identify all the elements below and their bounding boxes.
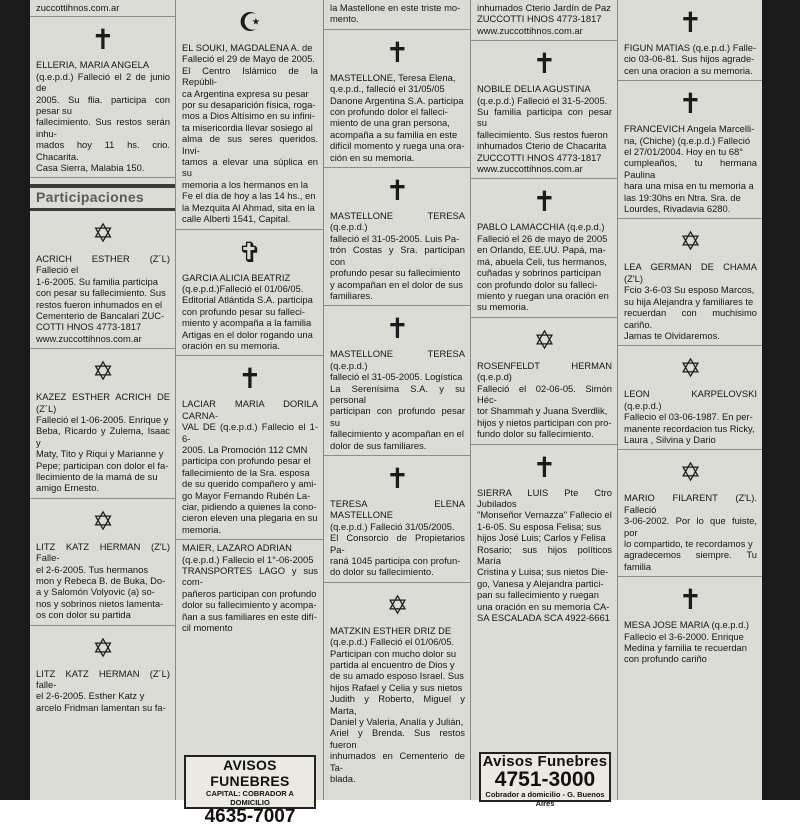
notice: [324, 0, 470, 30]
notice: [324, 168, 470, 306]
cross-icon: ✝: [678, 583, 703, 617]
notice-text: MASTELLONE TERESA (q.e.p.d.) falleció el 31-05-2005. Luis Pa- trón Costas y Sra. participan con profundo pesar su fallecimiento y acompañan en el dolor de sus familiares.: [330, 210, 465, 301]
notice: [30, 17, 175, 178]
notice: [471, 41, 617, 179]
notice: [176, 230, 323, 357]
ad-phone: 4635-7007: [204, 806, 296, 827]
star-of-david-icon: ✡: [533, 325, 556, 356]
cross-icon: ✝: [385, 312, 410, 346]
notice: [324, 583, 470, 789]
notice-text: FIGUN MATIAS (q.e.p.d.) Falle- cio 03-06-81. Sus hijos agrade- cen una oracion a su memoria.: [624, 42, 757, 76]
notice-text: zuccottihnos.com.ar: [36, 2, 120, 13]
notice-text: MESA JOSE MARIA (q.e.p.d.) Fallecio el 3-6-2000. Enrique Medina y familia te recuerdan con profundo cariño: [624, 619, 750, 665]
star-of-david-icon: ✡: [92, 357, 114, 388]
notice-text: LACIAR MARIA DORILA CARNA- VAL DE (q.e.p.d.) Fallecio el 1-6- 2005. La Promoción 112 CMN participa con profundo pesar el fallecimiento de la Sra. esposa de su querido compañero y ami- go Mayor Fernando Rubén La- ciar, pidiendo a quienes la cono- cieron eleven una plegaria en su memoria.: [182, 398, 318, 535]
crescent-star-icon: ☪: [238, 8, 262, 38]
column-3: [323, 0, 470, 800]
star-of-david-icon: ✡: [92, 633, 114, 664]
notice: [471, 318, 617, 445]
notice-text: LITZ KATZ HERMAN (Z'L) Falle- el 2-6-2005. Tus hermanos mon y Rebeca B. de Buka, Do- a y Salomón Volyovic (a) so- nos y sobrinos nietos lamenta- os con dolor su partida: [36, 540, 170, 621]
notice: [618, 219, 762, 346]
notice-text: SIERRA LUIS Pte Ctro Jubilados "Monseñor Vernazza" Fallecio el 1-6-05. Su esposa Felisa; sus hijos José Luis; Carlos y Felisa Rosario; sus hijos políticos María Cristina y Luisa; sus nietos Die- go, Vanesa y Alejandra partici- pan su fallecimiento y ruegan una oración en su memoria CA- SA ESCALADA SCA 4922-6661: [477, 486, 612, 624]
star-of-david-icon: ✡: [679, 354, 702, 385]
notice-text: la Mastellone en este triste mo- mento.: [330, 2, 461, 25]
ad-subtitle: CAPITAL: COBRADOR A DOMICILIO: [206, 789, 294, 807]
notice-text: ROSENFELDT HERMAN (q.e.p.d) Falleció el 02-06-05. Simón Héc- tor Shammah y Juana Sverdlik, hijos y nietos participan con pro- fundo dolor su fallecimiento.: [477, 359, 612, 440]
cross-icon: ✝: [91, 23, 115, 57]
cross-icon: ✝: [532, 450, 557, 484]
notice-text: NOBILE DELIA AGUSTINA (q.e.p.d.) Falleció el 31-5-2005. Su familia participa con pesar su fallecimiento. Sus restos fueron inhumados Cterio de Chacarita ZUCCOTTI HNOS 4773-1817 www.zuccottihnos.com.ar: [477, 83, 612, 175]
notice-text: LEON KARPELOVSKI (q.e.p.d.) Fallecio el 03-06-1987. En per- manente recordacion tus Ricky, Laura , Silvina y Dario: [624, 388, 757, 445]
star-of-david-icon: ✡: [386, 590, 409, 621]
notice: [471, 0, 617, 41]
obituary-page: [30, 0, 762, 827]
notice: [618, 577, 762, 669]
notice-text: LITZ KATZ HERMAN (Z´L) falle- el 2-6-2005. Esther Katz y arcelo Fridman lamentan su fa-: [36, 667, 170, 713]
notice: [618, 450, 762, 577]
cross-icon: ✝: [238, 362, 262, 396]
notice-text: FRANCEVICH Angela Marcelli- na, (Chiche) (q.e.p.d.) Falleció el 27/01/2004. Hoy en tu 68° cumpleaños, tu hermana Paulina hara una misa en tu memoria a las 19:30hs en Ntra. Sra. de Lourdes, Rivadavia 6280.: [624, 123, 757, 215]
notice-text: LEA GERMAN DE CHAMA (Z'L) Fcio 3-6-03 Su esposo Marcos, su hija Alejandra y familiares te recuerdan con muchisimo cariño. Jamas te Olvidaremos.: [624, 261, 757, 341]
notice: [176, 540, 323, 637]
notice: [618, 81, 762, 219]
star-of-david-icon: ✡: [679, 227, 702, 258]
funeral-ad-box: [479, 752, 611, 808]
notice-text: GARCIA ALICIA BEATRIZ (q.e.p.d.)Falleció el 01/06/05. Editorial Atlántida S.A. participa con profundo pesar su falleci- miento y acompaña a la familia Artigas en el dolor rogando una oración en su memoria.: [182, 271, 313, 351]
ad-subtitle: Cobrador a domicilio - G. Buenos Aires: [485, 790, 605, 808]
notice: [471, 445, 617, 628]
notice-text: TERESA ELENA MASTELLONE (q.e.p.d.) Falleció 31/05/2005. El Consorcio de Propietarios Pa- raná 1045 participa con profun- do dolor su fallecimiento.: [330, 497, 465, 578]
notice-text: MATZKIN ESTHER DRIZ DE (q.e.p.d.) Falleció el 01/06/05. Participan con mucho dolor su partida al encuentro de Dios y de su amado esposo Israel. Sus hijos Rafael y Celia y sus nietos Judith y Roberto, Miguel y Marta, Daniel y Valeria, Analía y Julián, Ariel y Brenda. Sus restos fueron inhumados en Cementerio de Ta- blada.: [330, 624, 465, 785]
funeral-ad-box: [184, 755, 316, 827]
notice: [324, 306, 470, 456]
outline-cross-icon: ✞: [238, 235, 262, 269]
cross-icon: ✝: [532, 185, 557, 219]
notice: [30, 626, 175, 718]
notice-text: ACRICH ESTHER (Z´L) Falleció el 1-6-2005. Su familia participa con pesar su fallecimiento. Sus restos fueron inhumados en el Cementerio de Bancalari ZUC- COTTI HNOS 4773-1817 www.zuccottihnos.com.ar: [36, 252, 170, 344]
notice: [30, 211, 175, 349]
cross-icon: ✝: [385, 461, 410, 495]
cross-icon: ✝: [385, 174, 410, 208]
notice: [618, 346, 762, 450]
notice: [471, 179, 617, 317]
notice-text: ELLERIA, MARIA ANGELA (q.e.p.d.) Falleció el 2 de junio de 2005. Su flia. participa con pesar su fallecimiento. Sus restos serán inhu- mados hoy 11 hs. crio. Chacarita. Casa Sierra, Malabia 150.: [36, 59, 170, 174]
ad-title: AVISOS FUNEBRES: [210, 757, 290, 789]
column-1: [30, 0, 175, 800]
column-4: [470, 0, 617, 808]
notice-text: KAZEZ ESTHER ACRICH DE (Z´L) Falleció el 1-06-2005. Enrique y Beba, Ricardo y Zulema, Isaac y Maty, Tito y Riqui y Marianne y Pepe; participan con dolor el fa- llecimiento de la mamá de su amigo Ernesto.: [36, 391, 170, 494]
notice-text: MAIER, LAZARO ADRIAN (q.e.p.d.) Fallecio el 1°-06-2005 TRANSPORTES LAGO y sus com- pañeros participan con profundo dolor su fallecimiento y acompa- ñan a sus familiares en este difí- cil momento: [182, 542, 318, 634]
notice: [30, 0, 175, 17]
cross-icon: ✝: [532, 47, 557, 81]
ad-title: Avisos Funebres: [482, 753, 608, 770]
star-of-david-icon: ✡: [679, 458, 702, 489]
notice-text: MASTELLONE TERESA (q.e.p.d.) falleció el 31-05-2005. Logística La Serenísima S.A. y su personal participan con profundo pesar su fallecimiento y acompañan en el dolor de sus familiares.: [330, 348, 465, 451]
ad-phone: 4751-3000: [494, 768, 596, 791]
star-of-david-icon: ✡: [92, 506, 114, 537]
column-2: [175, 0, 323, 827]
star-of-david-icon: ✡: [92, 218, 114, 249]
notice: [618, 0, 762, 81]
cross-icon: ✝: [678, 6, 703, 39]
cross-icon: ✝: [678, 87, 703, 121]
cross-icon: ✝: [385, 35, 410, 69]
notice: [30, 499, 175, 626]
column-5: [617, 0, 762, 800]
notice: [324, 30, 470, 168]
notice: [176, 356, 323, 540]
notice-text: inhumados Cterio Jardín de Paz ZUCCOTTI HNOS 4773-1817 www.zuccottihnos.com.ar: [477, 2, 611, 36]
notice: [176, 0, 323, 230]
notice-text: MASTELLONE, Teresa Elena, q.e.p.d., falleció el 31/05/05 Danone Argentina S.A. participa con profundo dolor el falleci- miento de una gran persona, acompaña a su familia en este difícil momento y ruega una ora- ción en su memoria.: [330, 71, 465, 163]
notice-text: PABLO LAMACCHIA (q.e.p.d.) Falleció el 26 de mayo de 2005 en Orlando, EE.UU. Papá, ma- má, abuela Celi, tus hermanos, cuñadas y sobrinos participan con profundo dolor su falleci- miento y ruegan una oración en su memoria.: [477, 221, 609, 313]
notice: [324, 456, 470, 583]
section-title: Participaciones: [30, 184, 175, 210]
notice-text: MARIO FILARENT (Z'L). Falleció 3-06-2002. Por lo que fuiste, por lo compartido, te recordamos y agradecemos siempre. Tu familia: [624, 492, 757, 572]
notice: [30, 349, 175, 499]
notice-text: EL SOUKI, MAGDALENA A. de Falleció el 29 de Mayo de 2005. El Centro Islámico de la Repúbli- ca Argentina expresa su pesar por su desaparición física, roga- mos a Dios Altísimo en su infini- ta misericordia llevar sosiego al alma de sus seres queridos. Invi- tamos a elevar una súplica en su memoria a los hermanos en la Fe el día de hoy a las 14 hs., en la Mezquita Al Ahmad, sita en la calle Alberti 1541, Capital.: [182, 42, 318, 225]
